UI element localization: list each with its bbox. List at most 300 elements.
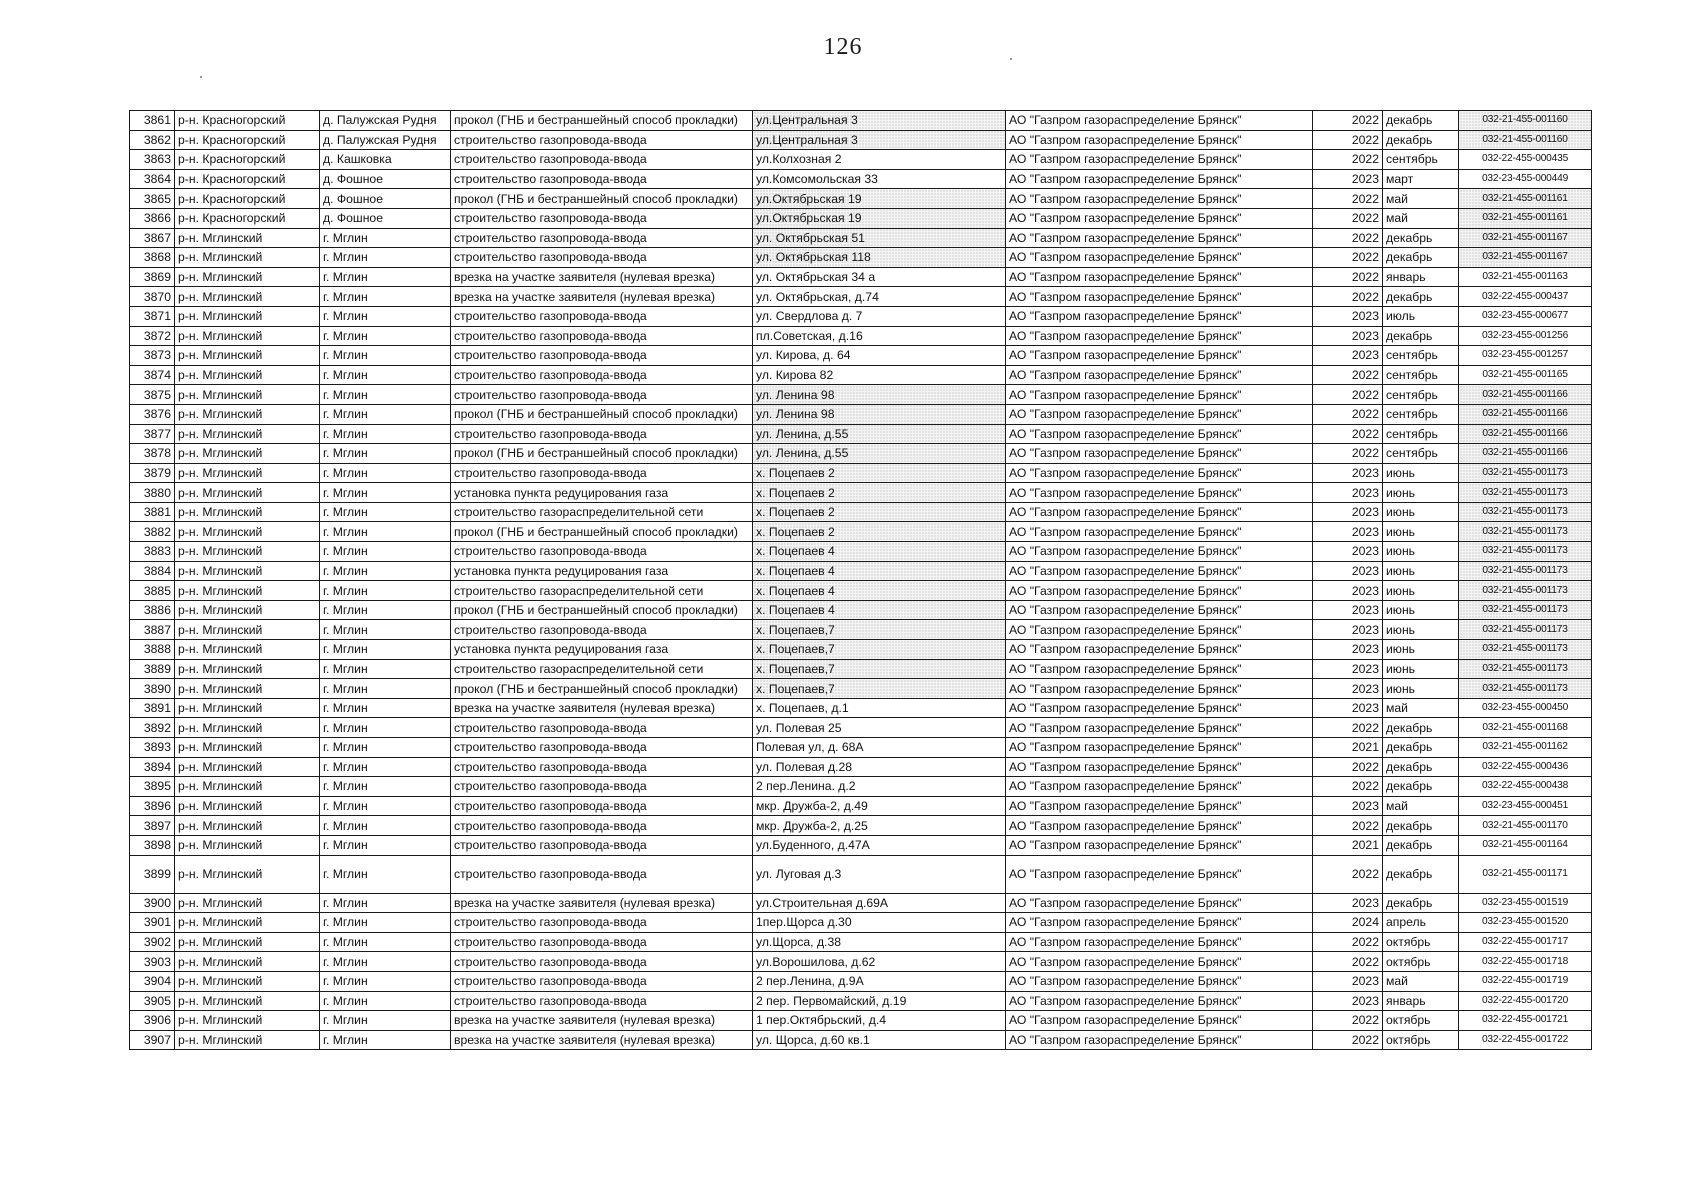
row-number: 3906 [130, 1011, 175, 1031]
table-row [130, 542, 1592, 562]
settlement-cell: г. Мглин [320, 777, 451, 797]
month-cell: октябрь [1383, 932, 1459, 952]
month-cell: декабрь [1383, 326, 1459, 346]
organization-cell: АО "Газпром газораспределение Брянск" [1006, 1030, 1313, 1050]
settlement-cell: г. Мглин [320, 483, 451, 503]
contract-code-cell: 032-21-455-001166 [1459, 385, 1592, 405]
organization-cell: АО "Газпром газораспределение Брянск" [1006, 326, 1313, 346]
contract-code-cell: 032-21-455-001170 [1459, 816, 1592, 836]
contract-code-cell: 032-22-455-000436 [1459, 757, 1592, 777]
table-row [130, 228, 1592, 248]
work-type-cell: строительство газопровода-ввода [451, 306, 753, 326]
organization-cell: АО "Газпром газораспределение Брянск" [1006, 581, 1313, 601]
district-cell: р-н. Мглинский [175, 835, 320, 855]
district-cell: р-н. Мглинский [175, 796, 320, 816]
address-cell: 1пер.Щорса д.30 [753, 913, 1006, 933]
settlement-cell: д. Фошное [320, 169, 451, 189]
district-cell: р-н. Мглинский [175, 287, 320, 307]
contract-code-cell: 032-22-455-001718 [1459, 952, 1592, 972]
contract-code-cell: 032-21-455-001173 [1459, 502, 1592, 522]
row-number: 3895 [130, 777, 175, 797]
table-row [130, 169, 1592, 189]
month-cell: июнь [1383, 581, 1459, 601]
work-type-cell: врезка на участке заявителя (нулевая врезка) [451, 893, 753, 913]
work-type-cell: строительство газопровода-ввода [451, 463, 753, 483]
table-row [130, 1030, 1592, 1050]
row-number: 3884 [130, 561, 175, 581]
work-type-cell: строительство газораспределительной сети [451, 502, 753, 522]
contract-code-cell: 032-23-455-001520 [1459, 913, 1592, 933]
contract-code-cell: 032-21-455-001173 [1459, 640, 1592, 660]
year-cell: 2022 [1313, 1030, 1383, 1050]
row-number: 3868 [130, 248, 175, 268]
work-type-cell: строительство газопровода-ввода [451, 620, 753, 640]
address-cell: ул. Октябрьская, д.74 [753, 287, 1006, 307]
work-type-cell: строительство газопровода-ввода [451, 385, 753, 405]
organization-cell: АО "Газпром газораспределение Брянск" [1006, 287, 1313, 307]
contract-code-cell: 032-22-455-001722 [1459, 1030, 1592, 1050]
work-type-cell: установка пункта редуцирования газа [451, 561, 753, 581]
organization-cell: АО "Газпром газораспределение Брянск" [1006, 952, 1313, 972]
organization-cell: АО "Газпром газораспределение Брянск" [1006, 346, 1313, 366]
month-cell: сентябрь [1383, 385, 1459, 405]
row-number: 3862 [130, 130, 175, 150]
work-type-cell: строительство газопровода-ввода [451, 228, 753, 248]
row-number: 3869 [130, 267, 175, 287]
year-cell: 2022 [1313, 385, 1383, 405]
organization-cell: АО "Газпром газораспределение Брянск" [1006, 444, 1313, 464]
district-cell: р-н. Мглинский [175, 522, 320, 542]
settlement-cell: г. Мглин [320, 346, 451, 366]
work-type-cell: строительство газопровода-ввода [451, 796, 753, 816]
settlement-cell: д. Фошное [320, 189, 451, 209]
month-cell: июнь [1383, 483, 1459, 503]
table-row [130, 777, 1592, 797]
row-number: 3881 [130, 502, 175, 522]
year-cell: 2023 [1313, 463, 1383, 483]
district-cell: р-н. Мглинский [175, 855, 320, 893]
year-cell: 2022 [1313, 189, 1383, 209]
address-cell: х. Поцепаев 2 [753, 483, 1006, 503]
organization-cell: АО "Газпром газораспределение Брянск" [1006, 659, 1313, 679]
contract-code-cell: 032-22-455-001720 [1459, 991, 1592, 1011]
settlement-cell: д. Кашковка [320, 150, 451, 170]
row-number: 3870 [130, 287, 175, 307]
contract-code-cell: 032-21-455-001173 [1459, 659, 1592, 679]
row-number: 3897 [130, 816, 175, 836]
district-cell: р-н. Мглинский [175, 971, 320, 991]
settlement-cell: г. Мглин [320, 932, 451, 952]
organization-cell: АО "Газпром газораспределение Брянск" [1006, 522, 1313, 542]
settlement-cell: г. Мглин [320, 502, 451, 522]
table-row [130, 796, 1592, 816]
row-number: 3879 [130, 463, 175, 483]
work-type-cell: врезка на участке заявителя (нулевая врезка) [451, 267, 753, 287]
table-row [130, 952, 1592, 972]
contract-code-cell: 032-21-455-001161 [1459, 189, 1592, 209]
district-cell: р-н. Мглинский [175, 306, 320, 326]
table-row [130, 1011, 1592, 1031]
district-cell: р-н. Мглинский [175, 542, 320, 562]
year-cell: 2023 [1313, 542, 1383, 562]
page-number: 126 [823, 34, 863, 60]
organization-cell: АО "Газпром газораспределение Брянск" [1006, 502, 1313, 522]
contract-code-cell: 032-21-455-001173 [1459, 600, 1592, 620]
address-cell: х. Поцепаев,7 [753, 640, 1006, 660]
work-type-cell: строительство газопровода-ввода [451, 130, 753, 150]
year-cell: 2022 [1313, 952, 1383, 972]
table-row [130, 893, 1592, 913]
row-number: 3874 [130, 365, 175, 385]
work-type-cell: строительство газопровода-ввода [451, 777, 753, 797]
row-number: 3904 [130, 971, 175, 991]
settlement-cell: г. Мглин [320, 424, 451, 444]
district-cell: р-н. Мглинский [175, 444, 320, 464]
district-cell: р-н. Красногорский [175, 169, 320, 189]
district-cell: р-н. Мглинский [175, 228, 320, 248]
district-cell: р-н. Мглинский [175, 346, 320, 366]
contract-code-cell: 032-21-455-001165 [1459, 365, 1592, 385]
settlement-cell: г. Мглин [320, 971, 451, 991]
table-row [130, 640, 1592, 660]
district-cell: р-н. Мглинский [175, 326, 320, 346]
year-cell: 2022 [1313, 404, 1383, 424]
year-cell: 2023 [1313, 620, 1383, 640]
table-row [130, 306, 1592, 326]
work-type-cell: строительство газопровода-ввода [451, 365, 753, 385]
year-cell: 2022 [1313, 777, 1383, 797]
district-cell: р-н. Мглинский [175, 698, 320, 718]
district-cell: р-н. Мглинский [175, 385, 320, 405]
year-cell: 2022 [1313, 267, 1383, 287]
table-row [130, 932, 1592, 952]
work-type-cell: строительство газопровода-ввода [451, 542, 753, 562]
row-number: 3887 [130, 620, 175, 640]
settlement-cell: г. Мглин [320, 679, 451, 699]
year-cell: 2022 [1313, 208, 1383, 228]
contract-code-cell: 032-21-455-001162 [1459, 738, 1592, 758]
district-cell: р-н. Мглинский [175, 248, 320, 268]
organization-cell: АО "Газпром газораспределение Брянск" [1006, 640, 1313, 660]
district-cell: р-н. Мглинский [175, 991, 320, 1011]
row-number: 3893 [130, 738, 175, 758]
year-cell: 2023 [1313, 522, 1383, 542]
month-cell: июнь [1383, 620, 1459, 640]
row-number: 3872 [130, 326, 175, 346]
table-row [130, 522, 1592, 542]
table-row [130, 971, 1592, 991]
month-cell: декабрь [1383, 228, 1459, 248]
month-cell: июнь [1383, 502, 1459, 522]
organization-cell: АО "Газпром газораспределение Брянск" [1006, 130, 1313, 150]
organization-cell: АО "Газпром газораспределение Брянск" [1006, 463, 1313, 483]
year-cell: 2022 [1313, 248, 1383, 268]
organization-cell: АО "Газпром газораспределение Брянск" [1006, 169, 1313, 189]
work-type-cell: прокол (ГНБ и бестраншейный способ прокладки) [451, 404, 753, 424]
district-cell: р-н. Мглинский [175, 893, 320, 913]
address-cell: х. Поцепаев 4 [753, 600, 1006, 620]
address-cell: х. Поцепаев, д.1 [753, 698, 1006, 718]
row-number: 3882 [130, 522, 175, 542]
row-number: 3896 [130, 796, 175, 816]
settlement-cell: г. Мглин [320, 581, 451, 601]
work-type-cell: строительство газопровода-ввода [451, 738, 753, 758]
address-cell: ул. Ленина, д.55 [753, 424, 1006, 444]
contract-code-cell: 032-21-455-001166 [1459, 424, 1592, 444]
contract-code-cell: 032-22-455-001719 [1459, 971, 1592, 991]
district-cell: р-н. Мглинский [175, 816, 320, 836]
district-cell: р-н. Мглинский [175, 483, 320, 503]
settlement-cell: г. Мглин [320, 365, 451, 385]
table-row [130, 679, 1592, 699]
year-cell: 2022 [1313, 424, 1383, 444]
settlement-cell: г. Мглин [320, 463, 451, 483]
row-number: 3878 [130, 444, 175, 464]
district-cell: р-н. Мглинский [175, 365, 320, 385]
month-cell: сентябрь [1383, 346, 1459, 366]
month-cell: декабрь [1383, 757, 1459, 777]
organization-cell: АО "Газпром газораспределение Брянск" [1006, 932, 1313, 952]
year-cell: 2023 [1313, 893, 1383, 913]
organization-cell: АО "Газпром газораспределение Брянск" [1006, 620, 1313, 640]
month-cell: июнь [1383, 522, 1459, 542]
district-cell: р-н. Мглинский [175, 404, 320, 424]
address-cell: мкр. Дружба-2, д.25 [753, 816, 1006, 836]
address-cell: х. Поцепаев 4 [753, 561, 1006, 581]
address-cell: ул.Колхозная 2 [753, 150, 1006, 170]
work-type-cell: врезка на участке заявителя (нулевая врезка) [451, 1030, 753, 1050]
year-cell: 2022 [1313, 718, 1383, 738]
address-cell: х. Поцепаев,7 [753, 679, 1006, 699]
address-cell: ул. Ленина, д.55 [753, 444, 1006, 464]
table-row [130, 385, 1592, 405]
organization-cell: АО "Газпром газораспределение Брянск" [1006, 796, 1313, 816]
organization-cell: АО "Газпром газораспределение Брянск" [1006, 365, 1313, 385]
table-body [130, 111, 1592, 1050]
table-row [130, 659, 1592, 679]
settlement-cell: г. Мглин [320, 444, 451, 464]
contract-code-cell: 032-23-455-001257 [1459, 346, 1592, 366]
scan-speck [1010, 58, 1012, 60]
row-number: 3898 [130, 835, 175, 855]
scan-speck [200, 76, 202, 78]
settlement-cell: д. Палужская Рудня [320, 130, 451, 150]
month-cell: январь [1383, 267, 1459, 287]
district-cell: р-н. Красногорский [175, 111, 320, 131]
work-type-cell: строительство газопровода-ввода [451, 835, 753, 855]
year-cell: 2022 [1313, 228, 1383, 248]
contract-code-cell: 032-22-455-000435 [1459, 150, 1592, 170]
settlement-cell: г. Мглин [320, 913, 451, 933]
district-cell: р-н. Мглинский [175, 600, 320, 620]
table-row [130, 738, 1592, 758]
row-number: 3900 [130, 893, 175, 913]
work-type-cell: строительство газопровода-ввода [451, 169, 753, 189]
district-cell: р-н. Мглинский [175, 267, 320, 287]
month-cell: май [1383, 208, 1459, 228]
work-type-cell: строительство газопровода-ввода [451, 346, 753, 366]
settlement-cell: г. Мглин [320, 698, 451, 718]
contract-code-cell: 032-21-455-001173 [1459, 581, 1592, 601]
month-cell: октябрь [1383, 952, 1459, 972]
row-number: 3876 [130, 404, 175, 424]
table-row [130, 835, 1592, 855]
address-cell: ул. Октябрьская 118 [753, 248, 1006, 268]
table-row [130, 502, 1592, 522]
year-cell: 2022 [1313, 444, 1383, 464]
month-cell: январь [1383, 991, 1459, 1011]
contract-code-cell: 032-22-455-001717 [1459, 932, 1592, 952]
district-cell: р-н. Мглинский [175, 913, 320, 933]
year-cell: 2023 [1313, 169, 1383, 189]
organization-cell: АО "Газпром газораспределение Брянск" [1006, 855, 1313, 893]
table-row [130, 561, 1592, 581]
month-cell: май [1383, 698, 1459, 718]
year-cell: 2022 [1313, 130, 1383, 150]
settlement-cell: г. Мглин [320, 600, 451, 620]
row-number: 3885 [130, 581, 175, 601]
month-cell: июнь [1383, 463, 1459, 483]
settlement-cell: г. Мглин [320, 542, 451, 562]
work-type-cell: строительство газопровода-ввода [451, 855, 753, 893]
contract-code-cell: 032-21-455-001173 [1459, 561, 1592, 581]
address-cell: ул. Луговая д.3 [753, 855, 1006, 893]
month-cell: декабрь [1383, 130, 1459, 150]
district-cell: р-н. Красногорский [175, 130, 320, 150]
row-number: 3866 [130, 208, 175, 228]
month-cell: октябрь [1383, 1011, 1459, 1031]
settlement-cell: г. Мглин [320, 1030, 451, 1050]
contract-code-cell: 032-21-455-001160 [1459, 130, 1592, 150]
year-cell: 2023 [1313, 346, 1383, 366]
year-cell: 2022 [1313, 365, 1383, 385]
address-cell: ул.Строительная д.69А [753, 893, 1006, 913]
district-cell: р-н. Мглинский [175, 932, 320, 952]
table-row [130, 346, 1592, 366]
contract-code-cell: 032-21-455-001161 [1459, 208, 1592, 228]
address-cell: ул. Полевая 25 [753, 718, 1006, 738]
work-type-cell: строительство газопровода-ввода [451, 248, 753, 268]
address-cell: ул. Октябрьская 34 а [753, 267, 1006, 287]
settlement-cell: г. Мглин [320, 620, 451, 640]
month-cell: декабрь [1383, 855, 1459, 893]
table-row [130, 698, 1592, 718]
contract-code-cell: 032-22-455-000437 [1459, 287, 1592, 307]
row-number: 3880 [130, 483, 175, 503]
table-row [130, 600, 1592, 620]
row-number: 3891 [130, 698, 175, 718]
settlement-cell: д. Палужская Рудня [320, 111, 451, 131]
organization-cell: АО "Газпром газораспределение Брянск" [1006, 483, 1313, 503]
address-cell: Полевая ул, д. 68А [753, 738, 1006, 758]
contract-code-cell: 032-21-455-001173 [1459, 679, 1592, 699]
work-type-cell: прокол (ГНБ и бестраншейный способ прокладки) [451, 111, 753, 131]
organization-cell: АО "Газпром газораспределение Брянск" [1006, 404, 1313, 424]
district-cell: р-н. Мглинский [175, 620, 320, 640]
district-cell: р-н. Мглинский [175, 679, 320, 699]
row-number: 3864 [130, 169, 175, 189]
contract-code-cell: 032-23-455-001256 [1459, 326, 1592, 346]
district-cell: р-н. Мглинский [175, 757, 320, 777]
table-row [130, 816, 1592, 836]
row-number: 3903 [130, 952, 175, 972]
organization-cell: АО "Газпром газораспределение Брянск" [1006, 267, 1313, 287]
year-cell: 2022 [1313, 1011, 1383, 1031]
organization-cell: АО "Газпром газораспределение Брянск" [1006, 228, 1313, 248]
work-type-cell: врезка на участке заявителя (нулевая врезка) [451, 287, 753, 307]
row-number: 3890 [130, 679, 175, 699]
table-row [130, 757, 1592, 777]
address-cell: ул. Щорса, д.60 кв.1 [753, 1030, 1006, 1050]
month-cell: июнь [1383, 640, 1459, 660]
settlement-cell: г. Мглин [320, 1011, 451, 1031]
table-row [130, 463, 1592, 483]
district-cell: р-н. Мглинский [175, 463, 320, 483]
year-cell: 2022 [1313, 932, 1383, 952]
district-cell: р-н. Красногорский [175, 189, 320, 209]
contract-code-cell: 032-21-455-001166 [1459, 444, 1592, 464]
table-row [130, 404, 1592, 424]
district-cell: р-н. Мглинский [175, 1011, 320, 1031]
row-number: 3888 [130, 640, 175, 660]
settlement-cell: г. Мглин [320, 952, 451, 972]
work-type-cell: строительство газопровода-ввода [451, 150, 753, 170]
row-number: 3886 [130, 600, 175, 620]
address-cell: х. Поцепаев,7 [753, 659, 1006, 679]
row-number: 3892 [130, 718, 175, 738]
settlement-cell: г. Мглин [320, 816, 451, 836]
year-cell: 2023 [1313, 796, 1383, 816]
table-row [130, 150, 1592, 170]
row-number: 3883 [130, 542, 175, 562]
month-cell: октябрь [1383, 1030, 1459, 1050]
work-type-cell: прокол (ГНБ и бестраншейный способ прокладки) [451, 679, 753, 699]
table-row [130, 189, 1592, 209]
address-cell: ул. Кирова 82 [753, 365, 1006, 385]
contract-code-cell: 032-21-455-001160 [1459, 111, 1592, 131]
settlement-cell: г. Мглин [320, 796, 451, 816]
contract-code-cell: 032-23-455-000677 [1459, 306, 1592, 326]
organization-cell: АО "Газпром газораспределение Брянск" [1006, 893, 1313, 913]
organization-cell: АО "Газпром газораспределение Брянск" [1006, 698, 1313, 718]
contract-code-cell: 032-21-455-001173 [1459, 620, 1592, 640]
contract-code-cell: 032-21-455-001167 [1459, 228, 1592, 248]
work-type-cell: строительство газопровода-ввода [451, 971, 753, 991]
address-cell: 2 пер.Ленина. д.2 [753, 777, 1006, 797]
district-cell: р-н. Мглинский [175, 952, 320, 972]
contract-code-cell: 032-21-455-001173 [1459, 463, 1592, 483]
organization-cell: АО "Газпром газораспределение Брянск" [1006, 738, 1313, 758]
year-cell: 2023 [1313, 502, 1383, 522]
settlement-cell: г. Мглин [320, 248, 451, 268]
year-cell: 2023 [1313, 659, 1383, 679]
work-type-cell: строительство газопровода-ввода [451, 932, 753, 952]
organization-cell: АО "Газпром газораспределение Брянск" [1006, 1011, 1313, 1031]
month-cell: сентябрь [1383, 404, 1459, 424]
gas-connection-registry-table [129, 110, 1592, 1050]
work-type-cell: установка пункта редуцирования газа [451, 483, 753, 503]
contract-code-cell: 032-22-455-000438 [1459, 777, 1592, 797]
table-row [130, 913, 1592, 933]
contract-code-cell: 032-23-455-000449 [1459, 169, 1592, 189]
month-cell: июнь [1383, 659, 1459, 679]
organization-cell: АО "Газпром газораспределение Брянск" [1006, 991, 1313, 1011]
table-row [130, 444, 1592, 464]
work-type-cell: прокол (ГНБ и бестраншейный способ прокладки) [451, 444, 753, 464]
organization-cell: АО "Газпром газораспределение Брянск" [1006, 208, 1313, 228]
organization-cell: АО "Газпром газораспределение Брянск" [1006, 913, 1313, 933]
work-type-cell: строительство газопровода-ввода [451, 718, 753, 738]
